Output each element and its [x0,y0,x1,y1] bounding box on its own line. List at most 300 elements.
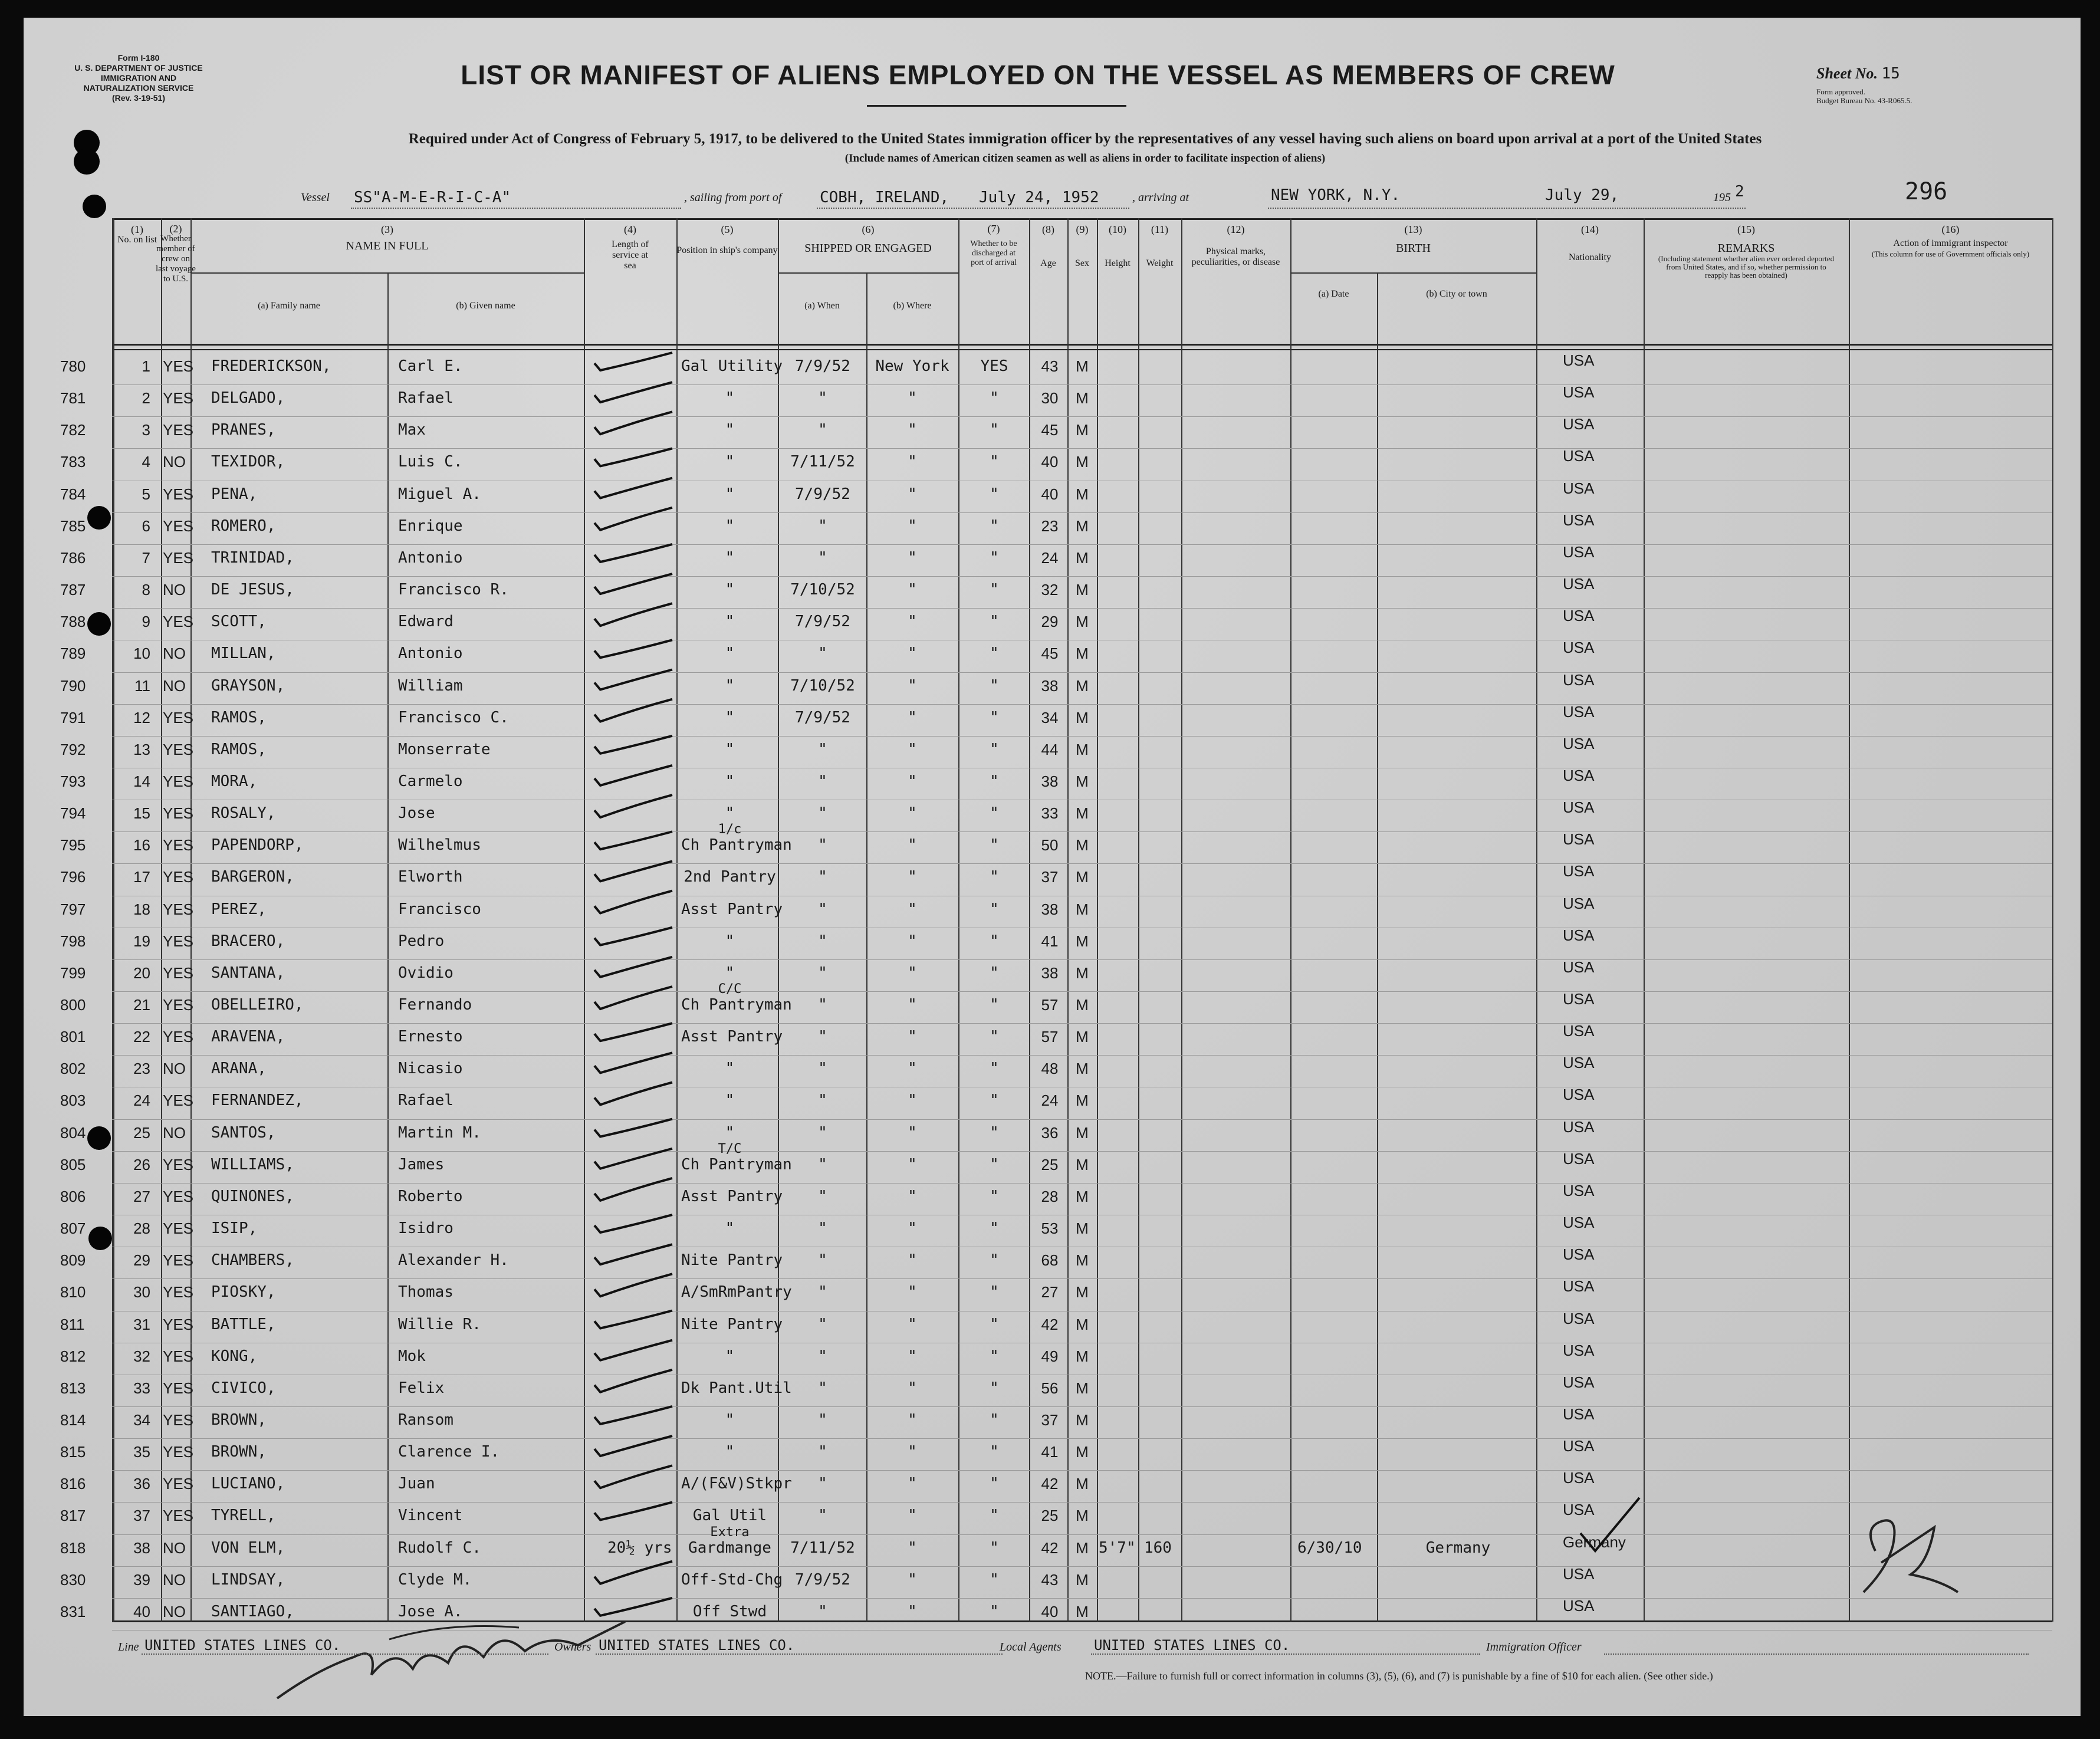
crew-row [24,383,2081,419]
stamp-number: 794 [60,804,86,823]
check-mark [594,1215,672,1232]
sex: M [1076,1155,1089,1173]
age: 56 [1041,1379,1059,1397]
shipped-when: " [818,1092,827,1110]
sheet-number-value: 15 [1881,65,1900,83]
list-number: 4 [142,453,150,471]
age: 43 [1041,1570,1059,1589]
shipped-when: " [818,900,827,918]
owners-value: UNITED STATES LINES CO. [599,1637,795,1653]
shipped-where: " [908,517,917,535]
sex: M [1076,1347,1089,1365]
check-mark [594,1465,672,1488]
crew-row [24,1117,2081,1153]
age: 41 [1041,932,1059,950]
position-note: 1/c [718,822,742,837]
shipped-when: " [818,996,827,1014]
col-header-age: (8) Age [1040,223,1056,268]
list-number: 10 [133,645,150,663]
shipped-where: " [908,1251,917,1270]
discharge: " [990,1123,999,1142]
nationality: USA [1563,1277,1595,1296]
stamp-number: 810 [60,1283,86,1301]
crew-row [24,351,2081,387]
crew-row [24,982,2081,1025]
family-name: BRACERO, [211,932,285,950]
year-suffix: 2 [1735,183,1744,200]
position-note: C/C [718,982,742,997]
discharge: " [990,1443,999,1461]
shipped-where: " [908,996,917,1014]
nationality: USA [1563,1469,1595,1487]
position: " [725,548,735,567]
discharge: " [990,548,999,567]
col-header-height: (10) Height [1105,223,1130,268]
shipped-where: " [908,1475,917,1493]
stamp-number: 818 [60,1539,86,1557]
table-header-rule [112,344,2052,346]
age: 27 [1041,1283,1059,1301]
previous-voyage: YES [163,357,194,375]
list-number: 38 [133,1539,150,1557]
shipped-when: " [818,964,827,982]
nationality: USA [1563,1245,1595,1264]
check-mark [594,544,672,562]
crew-row [24,607,2081,642]
crew-row [24,958,2081,994]
sex: M [1076,581,1089,599]
previous-voyage: YES [163,836,194,854]
given-name: Isidro [398,1219,453,1238]
shipped-when: " [818,1283,827,1301]
col-header-number: (1) No. on list [117,223,157,245]
list-number: 24 [133,1092,150,1110]
shipped-where: " [908,1443,917,1461]
age: 36 [1041,1123,1059,1142]
sex: M [1076,613,1089,631]
nationality: USA [1563,479,1595,497]
position: Asst Pantry [681,1187,783,1205]
shipped-when: " [818,740,827,758]
check-mark [594,1082,672,1104]
col-header-given-name: (b) Given name [456,301,515,311]
sex: M [1076,517,1089,535]
check-mark [594,795,672,817]
sex: M [1076,1060,1089,1078]
age: 40 [1041,453,1059,471]
shipped-where: " [908,1060,917,1078]
list-number: 27 [133,1187,150,1205]
family-name: DELGADO, [211,389,285,407]
age: 25 [1041,1155,1059,1173]
row-rule [112,576,2052,577]
shipped-where: " [908,772,917,790]
position: Nite Pantry [681,1315,783,1333]
list-number: 35 [133,1443,150,1461]
crew-row [24,1564,2081,1600]
table-top-rule [112,218,2052,220]
sex: M [1076,804,1089,823]
position: Asst Pantry [681,900,783,918]
crew-row [24,1214,2081,1249]
shipped-when: " [818,517,827,535]
previous-voyage: YES [163,1379,194,1397]
check-mark [594,1023,672,1041]
given-name: Miguel A. [398,485,481,503]
given-name: Max [398,421,426,439]
family-name: FERNANDEZ, [211,1092,304,1110]
nationality: USA [1563,830,1595,849]
shipped-when: " [818,645,827,663]
list-number: 12 [133,708,150,726]
crew-row [24,1022,2081,1057]
crew-row [24,1277,2081,1313]
given-name: James [398,1155,445,1173]
previous-voyage: YES [163,740,194,758]
list-number: 16 [133,836,150,854]
list-number: 19 [133,932,150,950]
stamp-number: 801 [60,1028,86,1046]
shipped-when: 7/9/52 [795,708,850,726]
discharge: " [990,453,999,471]
previous-voyage: YES [163,900,194,918]
family-name: SANTIAGO, [211,1602,294,1620]
crew-row [24,1405,2081,1441]
shipped-where: " [908,1570,917,1589]
nationality: USA [1563,447,1595,465]
position: " [725,1123,735,1142]
given-name: Martin M. [398,1123,481,1142]
previous-voyage: NO [163,1123,186,1142]
position: " [725,964,735,982]
discharge: " [990,868,999,886]
sex: M [1076,708,1089,726]
nationality: USA [1563,1596,1595,1615]
position: " [725,453,735,471]
sex: M [1076,1602,1089,1620]
age: 45 [1041,421,1059,439]
list-number: 5 [142,485,150,503]
nationality: USA [1563,575,1595,593]
shipped-when: " [818,1602,827,1620]
agents-value: UNITED STATES LINES CO. [1094,1637,1290,1653]
col-header-inspector-action: (16) Action of immigrant inspector (This column for use of Government officials only) [1871,223,2030,258]
sex: M [1076,1475,1089,1493]
sex: M [1076,645,1089,663]
shipped-where: " [908,1379,917,1397]
previous-voyage: YES [163,613,194,631]
age: 42 [1041,1539,1059,1557]
given-name: Ovidio [398,964,453,982]
row-rule [112,831,2052,832]
age: 50 [1041,836,1059,854]
crew-row [24,511,2081,547]
stamp-number: 792 [60,740,86,758]
row-rule [112,384,2052,385]
discharge: " [990,676,999,695]
shipped-when: " [818,1060,827,1078]
position: Off-Std-Chg [681,1570,783,1589]
discharge: " [990,804,999,823]
age: 40 [1041,485,1059,503]
given-name: Willie R. [398,1315,481,1333]
crew-row [24,670,2081,706]
nationality: USA [1563,639,1595,657]
crew-row [24,734,2081,770]
position-note: Extra [710,1524,750,1540]
sheet-number [1816,65,1900,83]
position: " [725,740,735,758]
row-rule [112,1438,2052,1439]
age: 30 [1041,389,1059,407]
shipped-when: " [818,1251,827,1270]
shipped-when: " [818,1155,827,1173]
list-number: 33 [133,1379,150,1397]
previous-voyage: YES [163,1028,194,1046]
row-rule [112,1119,2052,1120]
sex: M [1076,772,1089,790]
sex: M [1076,1315,1089,1333]
shipped-where: " [908,1187,917,1205]
sex: M [1076,389,1089,407]
given-name: Pedro [398,932,445,950]
position: " [725,1219,735,1238]
position: " [725,581,735,599]
age: 45 [1041,645,1059,663]
given-name: Clarence I. [398,1443,500,1461]
sex: M [1076,1411,1089,1429]
stamp-number: 798 [60,932,86,950]
previous-voyage: YES [163,389,194,407]
service: IMMIGRATION AND NATURALIZATION SERVICE [83,73,194,93]
binder-hole [83,195,106,218]
family-name: VON ELM, [211,1539,285,1557]
shipped-where: " [908,453,917,471]
given-name: Nicasio [398,1060,463,1078]
shipped-where: " [908,1155,917,1173]
given-name: Mok [398,1347,426,1365]
sex: M [1076,1219,1089,1238]
previous-voyage: YES [163,517,194,535]
col-header-birth-date: (a) Date [1318,289,1349,299]
given-name: Alexander H. [398,1251,509,1270]
check-mark [594,1244,672,1264]
row-rule [112,448,2052,449]
line-value: UNITED STATES LINES CO. [144,1637,341,1653]
department: U. S. DEPARTMENT OF JUSTICE [74,63,203,73]
nationality: USA [1563,798,1595,817]
list-number: 2 [142,389,150,407]
shipped-when: " [818,1028,827,1046]
discharge: " [990,964,999,982]
family-name: KONG, [211,1347,258,1365]
sex: M [1076,1570,1089,1589]
shipped-where: " [908,421,917,439]
position: Off Stwd [692,1602,767,1620]
sex: M [1076,1379,1089,1397]
shipped-when: 7/9/52 [795,613,850,631]
date-from: July 24, 1952 [979,189,1099,206]
discharge: " [990,581,999,599]
shipped-when: 7/11/52 [790,1539,855,1557]
age: 38 [1041,900,1059,918]
age: 37 [1041,868,1059,886]
shipped-when: " [818,804,827,823]
position: " [725,932,735,950]
row-rule [112,863,2052,864]
crew-row [24,926,2081,962]
nationality: USA [1563,1373,1595,1391]
position: " [725,517,735,535]
list-number: 40 [133,1602,150,1620]
previous-voyage: YES [163,1092,194,1110]
shipped-where: " [908,485,917,503]
sex: M [1076,1187,1089,1205]
stamp-number: 793 [60,772,86,790]
previous-voyage: YES [163,485,194,503]
position: Nite Pantry [681,1251,783,1270]
col-header-name: (3) NAME IN FULL [346,223,429,252]
position: " [725,708,735,726]
discharge: " [990,421,999,439]
family-name: ROMERO, [211,517,276,535]
stamp-number: 807 [60,1219,86,1238]
crew-row [24,1181,2081,1217]
family-name: WILLIAMS, [211,1155,294,1173]
stamp-number: 830 [60,1570,86,1589]
discharge: " [990,1315,999,1333]
sex: M [1076,421,1089,439]
stamp-number: 790 [60,676,86,695]
family-name: PAPENDORP, [211,836,304,854]
check-mark [594,603,672,626]
shipped-when: " [818,1411,827,1429]
stamp-number: 806 [60,1187,86,1205]
list-number: 25 [133,1123,150,1142]
nationality: USA [1563,766,1595,784]
check-mark [594,861,672,881]
vessel-name: SS"A-M-E-R-I-C-A" [354,189,511,206]
shipped-when: " [818,1347,827,1365]
approval-note [1816,87,1970,105]
col-header-remarks: (15) REMARKS (Including statement whether alien ever ordered deported from United States, and if so, whether permission to reapply has been obtained) [1658,223,1835,280]
sheet-number-label: Sheet No. [1816,65,1878,82]
row-rule [112,1055,2052,1056]
position: " [725,772,735,790]
row-rule [112,672,2052,673]
sex: M [1076,357,1089,375]
nationality: USA [1563,734,1595,752]
shipped-when: " [818,836,827,854]
nationality: USA [1563,1117,1595,1136]
sex: M [1076,453,1089,471]
family-name: LUCIANO, [211,1475,285,1493]
position: " [725,1411,735,1429]
row-rule [112,608,2052,609]
sex: M [1076,932,1089,950]
age: 41 [1041,1443,1059,1461]
shipped-when: " [818,389,827,407]
row-rule [112,1598,2052,1599]
nationality: USA [1563,1405,1595,1423]
row-rule [112,1534,2052,1535]
crew-row [24,1054,2081,1089]
position: Gardmange [688,1539,771,1557]
shipped-where: " [908,1539,917,1557]
page-title: LIST OR MANIFEST OF ALIENS EMPLOYED ON THE VESSEL AS MEMBERS OF CREW [461,60,1615,90]
stamp-number: 805 [60,1155,86,1173]
nationality: USA [1563,1501,1595,1519]
list-number: 8 [142,581,150,599]
nationality: Germany [1563,1533,1626,1551]
family-name: RAMOS, [211,740,267,758]
family-name: ROSALY, [211,804,276,823]
shipped-when: " [818,548,827,567]
given-name: Jose [398,804,435,823]
check-mark [594,478,672,498]
check-mark [594,1178,672,1201]
family-name: ARANA, [211,1060,267,1078]
list-number: 28 [133,1219,150,1238]
family-name: MORA, [211,772,258,790]
position: A/(F&V)Stkpr [681,1475,792,1493]
stamp-number: 799 [60,964,86,982]
shipped-when: 7/11/52 [790,453,855,471]
shipped-when: " [818,1315,827,1333]
discharge: " [990,1475,999,1493]
age: 68 [1041,1251,1059,1270]
check-mark [594,353,672,370]
sex: M [1076,1028,1089,1046]
shipped-where: " [908,900,917,918]
age: 37 [1041,1411,1059,1429]
weight: 160 [1144,1539,1172,1557]
arriving-label: , arriving at [1132,191,1189,204]
check-mark [594,736,672,754]
check-mark [594,1406,672,1424]
discharge: " [990,389,999,407]
given-name: Clyde M. [398,1570,472,1589]
check-mark [594,1502,672,1520]
given-name: Juan [398,1475,435,1493]
position: " [725,804,735,823]
family-name: BROWN, [211,1411,267,1429]
crew-row [24,1469,2081,1504]
nationality: USA [1563,926,1595,944]
previous-voyage: YES [163,804,194,823]
binder-hole [87,506,111,530]
crew-row [24,1086,2081,1121]
row-rule [112,736,2052,737]
shipped-where: " [908,645,917,663]
crew-row [24,1501,2081,1536]
check-mark [594,574,672,594]
previous-voyage: YES [163,421,194,439]
stamp-number: 812 [60,1347,86,1365]
list-number: 26 [133,1155,150,1173]
family-name: TRINIDAD, [211,548,294,567]
given-name: Thomas [398,1283,453,1301]
age: 32 [1041,581,1059,599]
sailing-label: , sailing from port of [684,191,782,204]
stamp-number: 787 [60,581,86,599]
check-mark [594,699,672,722]
stamp-number: 802 [60,1060,86,1078]
row-rule [112,959,2052,960]
shipped-where: " [908,740,917,758]
stamp-number: 797 [60,900,86,918]
age: 23 [1041,517,1059,535]
